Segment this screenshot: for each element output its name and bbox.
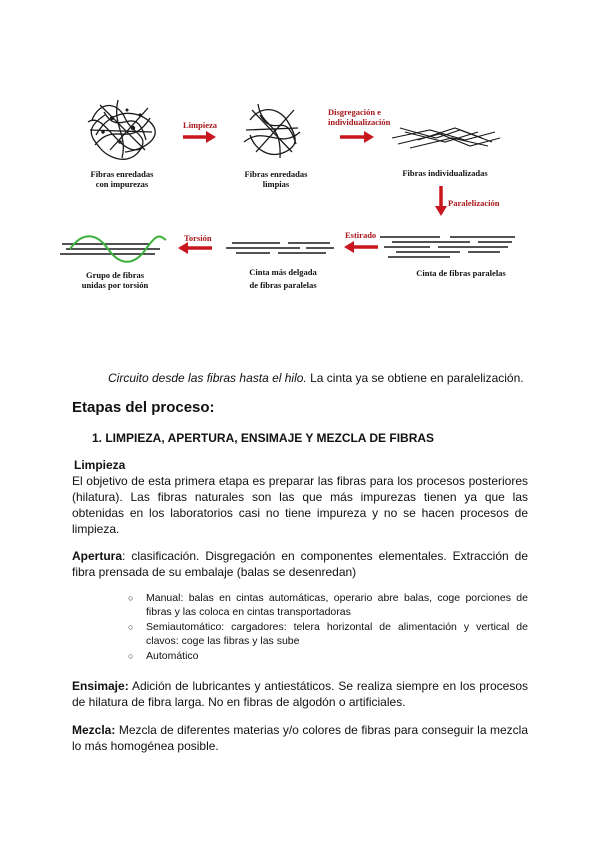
ensimaje-paragraph: [72, 678, 528, 710]
apertura-text: : clasificación. Disgregación en componentes elementales. Extracción de fibra prensada de su embalaje (balas se desenredan): [72, 549, 528, 579]
ensimaje-text: Adición de lubricantes y antiestáticos. Se realiza siempre en los procesos de hilatura de fibra larga. No en fibras de algodón o artificiales.: [72, 679, 528, 709]
figure-caption: [108, 371, 524, 385]
tangled-clean-fibers-image: [244, 104, 300, 158]
label-twisted-group: [60, 270, 170, 290]
label-raw-fibers: [72, 169, 172, 189]
arrow-label-disaggregation-line1: Disgregación e: [328, 107, 381, 117]
process-diagram: [0, 0, 600, 300]
label-clean-fibers: [226, 169, 326, 189]
bullet-marker: ○: [128, 651, 134, 661]
label-parallel-tape: Cinta de fibras paralelas: [416, 268, 506, 278]
label-thin-tape-line1: Cinta más delgada: [249, 267, 317, 277]
bullet-marker: ○: [128, 622, 134, 632]
label-individual-fibers: Fibras individualizadas: [402, 168, 488, 178]
bullet-marker: ○: [128, 593, 134, 603]
arrow-label-drawing: Estirado: [345, 230, 377, 240]
label-clean-fibers-line1: Fibras enredadas: [244, 169, 308, 179]
bullet-text: Manual: balas en cintas automáticas, operario abre balas, coge porciones de fibras y las coloca en cintas transportadoras: [146, 592, 528, 618]
label-thin-tape-line2: de fibras paralelas: [249, 280, 317, 290]
bullet-item: [128, 649, 528, 663]
mezcla-title: Mezcla:: [72, 723, 116, 737]
parallel-tape-image: [380, 237, 515, 257]
label-clean-fibers-line2: limpias: [262, 179, 290, 189]
bullet-item: [128, 591, 528, 619]
arrow-label-twisting: Torsión: [184, 233, 212, 243]
thin-tape-image: [226, 243, 334, 253]
apertura-title: Apertura: [72, 549, 123, 563]
caption-italic: Circuito desde las fibras hasta el hilo.: [108, 371, 307, 385]
mezcla-text: Mezcla de diferentes materias y/o colores de fibras para conseguir la mezcla lo más homogénea posible.: [72, 723, 528, 753]
label-raw-fibers-line2: con impurezas: [95, 179, 149, 189]
arrow-label-parallelization: Paralelización: [448, 198, 500, 208]
mezcla-paragraph: [72, 722, 528, 754]
label-raw-fibers-line1: Fibras enredadas: [90, 169, 154, 179]
ensimaje-title: Ensimaje:: [72, 679, 129, 693]
label-twisted-group-line2: unidas por torsión: [81, 280, 149, 290]
apertura-bullet-list: [128, 591, 528, 664]
tangled-impure-fibers-image: [88, 100, 155, 159]
stages-heading: Etapas del proceso:: [72, 399, 215, 416]
bullet-text: Semiautomático: cargadores: telera horizontal de alimentación y vertical de clavos: coge las fibras y las sube: [146, 621, 528, 647]
arrow-label-disaggregation: [328, 107, 390, 127]
section-heading: 1. LIMPIEZA, APERTURA, ENSIMAJE Y MEZCLA DE FIBRAS: [92, 431, 435, 445]
arrow-label-disaggregation-line2: individualización: [328, 117, 391, 127]
apertura-paragraph: [72, 548, 528, 580]
individualized-fibers-image: [392, 128, 500, 148]
label-twisted-group-line1: Grupo de fibras: [85, 270, 145, 280]
bullet-item: [128, 620, 528, 648]
arrow-label-cleaning: Limpieza: [183, 120, 217, 130]
limpieza-paragraph: El objetivo de esta primera etapa es preparar las fibras para los procesos posteriores (hilatura). Las fibras naturales son las que más impurezas tienen ya que las obtenidas en los laboratorios casi no tiene impureza y no se hacen procesos de limpieza.: [72, 474, 528, 536]
caption-text: La cinta ya se obtiene en paralelización.: [306, 371, 524, 385]
label-thin-tape: [228, 266, 338, 292]
limpieza-heading: Limpieza: [74, 458, 126, 472]
bullet-text: Automático: [146, 650, 199, 662]
process-figure: [0, 0, 600, 300]
